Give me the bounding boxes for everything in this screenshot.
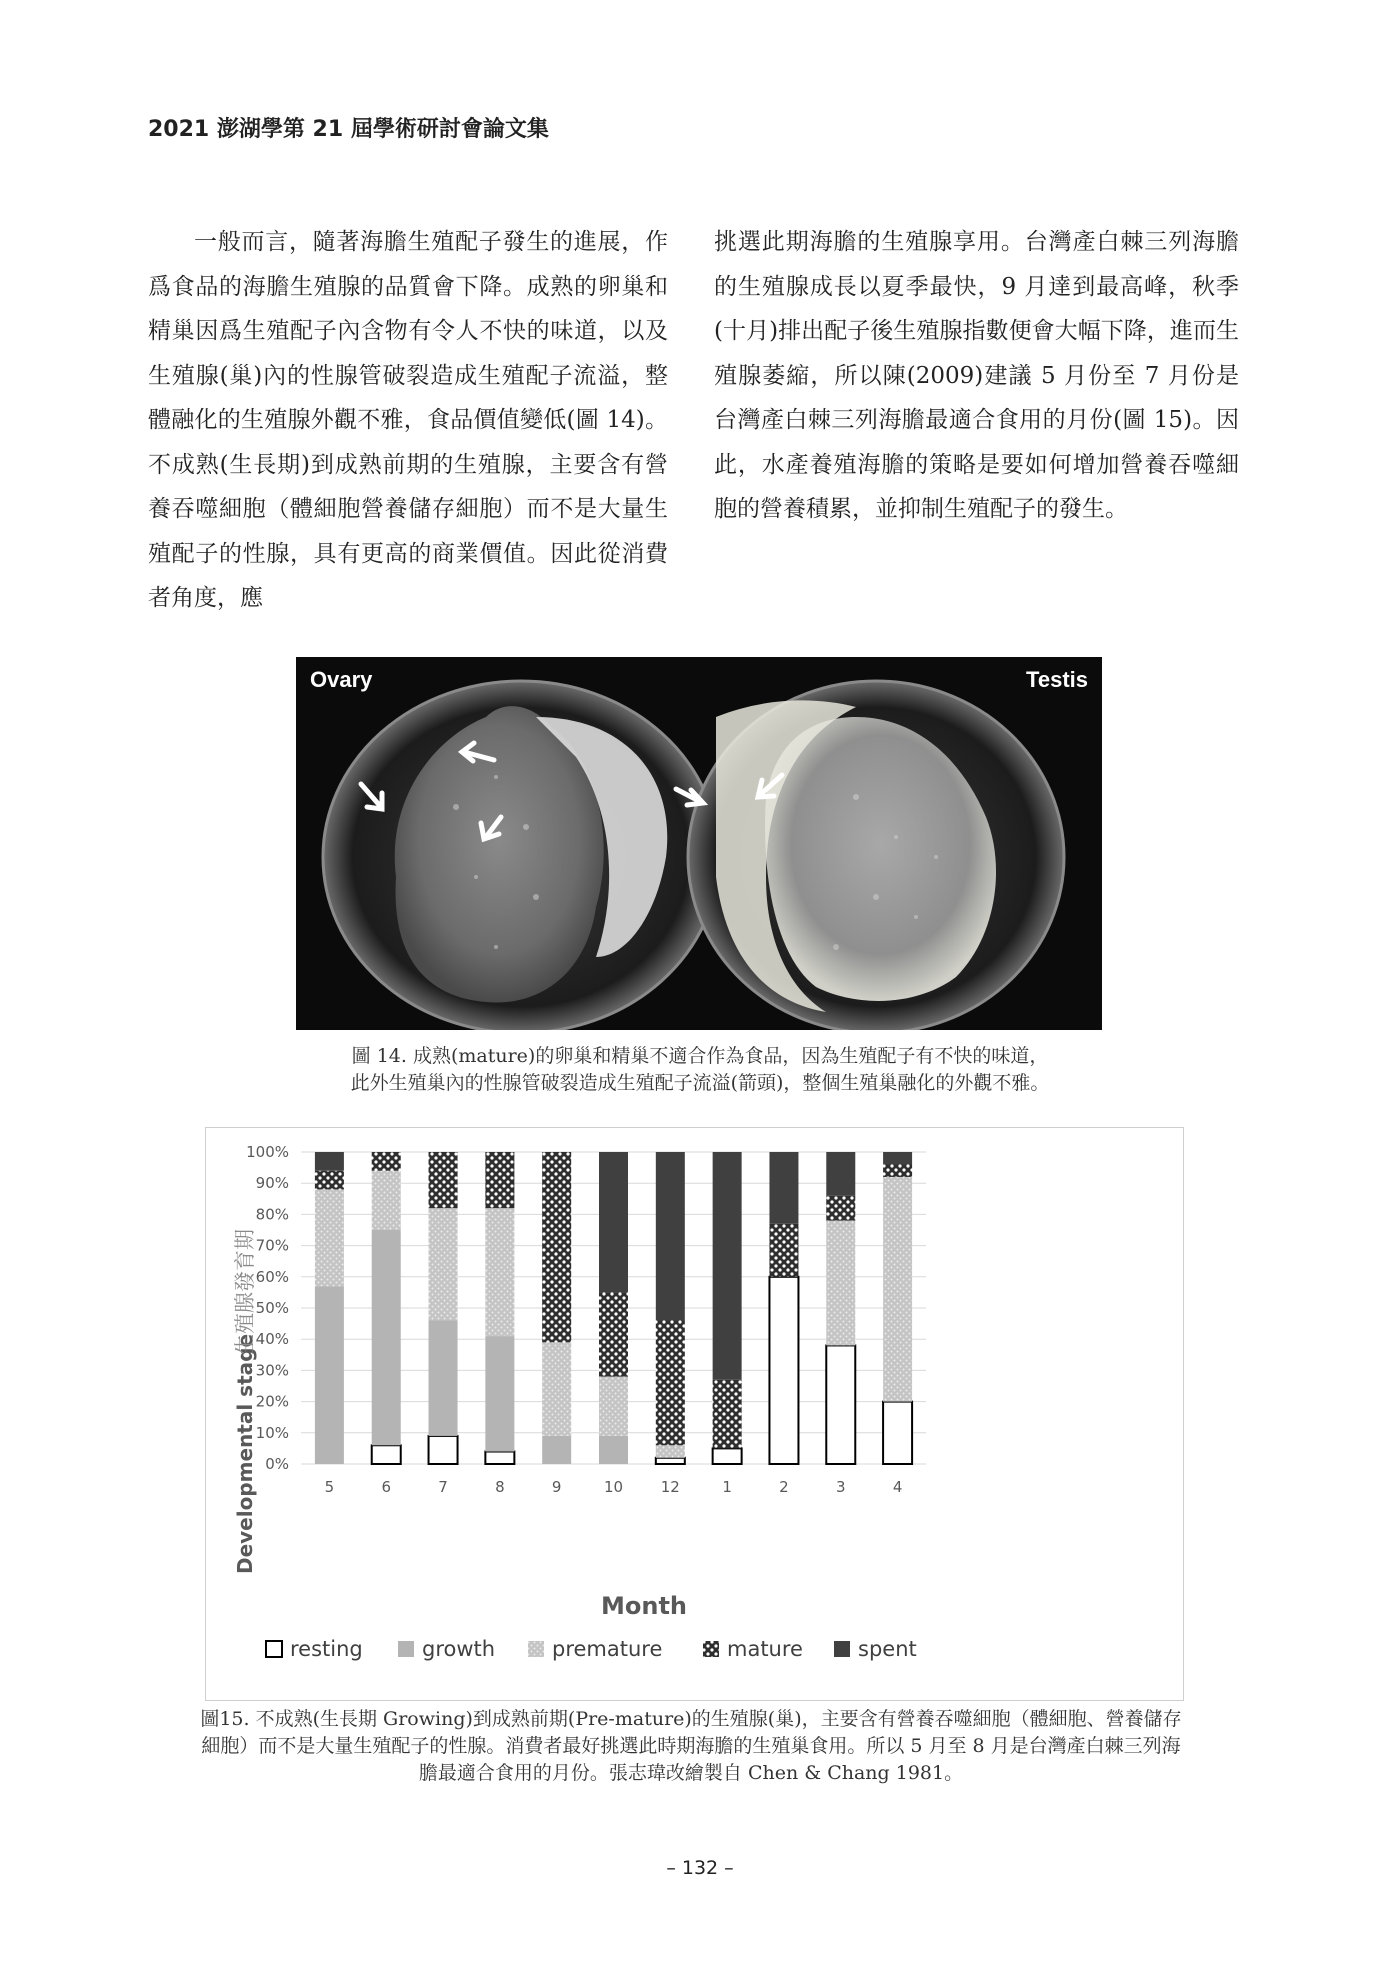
y-axis-title-zh: 生殖腺發育期 bbox=[233, 1229, 257, 1355]
figure-15-caption bbox=[146, 1706, 1236, 1787]
figure-14-photo bbox=[296, 657, 1102, 1030]
caption-15-line-3: 膽最適合食用的月份。張志瑋改繪製自 Chen & Chang 1981。 bbox=[418, 1762, 964, 1784]
bar-segment-premature-7 bbox=[429, 1208, 458, 1320]
bar-segment-growth-8 bbox=[485, 1336, 514, 1451]
legend-label-resting: resting bbox=[290, 1637, 363, 1661]
x-tick-label: 5 bbox=[324, 1478, 335, 1496]
page-number: – 132 – bbox=[666, 1857, 734, 1879]
y-axis-title-group bbox=[233, 1229, 257, 1574]
x-tick-label: 7 bbox=[438, 1478, 448, 1496]
x-tick-label: 6 bbox=[381, 1478, 392, 1496]
bar-segment-spent-3 bbox=[826, 1152, 855, 1196]
bar-segment-resting-12 bbox=[656, 1458, 685, 1464]
bar-segment-premature-5 bbox=[315, 1189, 344, 1286]
x-axis-title: Month bbox=[600, 1592, 688, 1620]
bar-segment-resting-7 bbox=[429, 1436, 458, 1464]
bar-segment-growth-5 bbox=[315, 1286, 344, 1464]
running-header: 2021 澎湖學第 21 屆學術研討會論文集 bbox=[148, 117, 549, 142]
y-tick-label: 80% bbox=[255, 1205, 289, 1224]
bar-segment-resting-2 bbox=[769, 1277, 798, 1464]
x-tick-label: 3 bbox=[835, 1478, 846, 1496]
bar-segment-growth-6 bbox=[372, 1230, 401, 1445]
bar-segment-spent-5 bbox=[315, 1152, 344, 1171]
gonad-photo-illustration bbox=[296, 657, 1102, 1030]
bar-segment-spent-2 bbox=[769, 1152, 798, 1224]
y-tick-label: 40% bbox=[255, 1330, 289, 1349]
figure-14-caption bbox=[200, 1043, 1200, 1097]
legend-label-growth: growth bbox=[422, 1637, 496, 1661]
legend-label-mature: mature bbox=[727, 1637, 803, 1661]
bar-segment-spent-12 bbox=[656, 1152, 685, 1320]
bar-segment-spent-10 bbox=[599, 1152, 628, 1292]
figure-15-chart bbox=[205, 1127, 1184, 1701]
caption-14-line-1: 圖 14. 成熟(mature)的卵巢和精巢不適合作為食品，因為生殖配子有不快的味道， bbox=[351, 1045, 1049, 1067]
bar-segment-growth-10 bbox=[599, 1436, 628, 1464]
bar-segment-mature-2 bbox=[769, 1224, 798, 1277]
x-tick-label: 9 bbox=[551, 1478, 562, 1496]
legend-swatch-premature bbox=[528, 1641, 544, 1657]
legend-swatch-growth bbox=[398, 1641, 414, 1657]
bar-segment-spent-1 bbox=[713, 1152, 742, 1380]
legend-swatch-spent bbox=[834, 1641, 850, 1657]
caption-15-line-2: 細胞）而不是大量生殖配子的性腺。消費者最好挑選此時期海膽的生殖巢食用。所以 5 月至 8 月是台灣產白棘三列海 bbox=[201, 1735, 1181, 1757]
bar-segment-premature-4 bbox=[883, 1177, 912, 1402]
body-column-left bbox=[148, 220, 668, 621]
bar-segment-premature-12 bbox=[656, 1445, 685, 1457]
y-tick-label: 30% bbox=[255, 1361, 289, 1380]
x-tick-label: 8 bbox=[495, 1478, 505, 1496]
stacked-bar-chart bbox=[206, 1128, 1183, 1700]
paragraph-left: 一般而言，隨著海膽生殖配子發生的進展，作爲食品的海膽生殖腺的品質會下降。成熟的卵巢和精巢因爲生殖配子內含物有令人不快的味道，以及生殖腺(巢)內的性腺管破裂造成生殖配子流溢，整體融化的生殖腺外觀不雅，食品價值變低(圖 14)。不成熟(生長期)到成熟前期的生殖腺，主要含有營養吞噬細胞（體細胞營養儲存細胞）而不是大量生殖配子的性腺，具有更高的商業價值。因此從消費者角度，應 bbox=[148, 229, 668, 611]
bar-segment-mature-6 bbox=[372, 1152, 401, 1171]
bar-segment-mature-4 bbox=[883, 1164, 912, 1176]
y-tick-label: 60% bbox=[255, 1267, 289, 1286]
x-tick-label: 2 bbox=[779, 1478, 789, 1496]
legend-swatch-mature bbox=[703, 1641, 719, 1657]
x-tick-label: 4 bbox=[892, 1478, 903, 1496]
y-axis-title: Developmental stage bbox=[233, 1333, 257, 1575]
legend-swatch-resting bbox=[266, 1641, 282, 1657]
bar-segment-mature-8 bbox=[485, 1152, 514, 1208]
bar-segment-resting-6 bbox=[372, 1445, 401, 1464]
caption-15-line-1: 圖15. 不成熟(生長期 Growing)到成熟前期(Pre-mature)的生殖腺(巢)，主要含有營養吞噬細胞（體細胞、營養儲存 bbox=[200, 1708, 1182, 1730]
y-tick-label: 90% bbox=[255, 1174, 289, 1193]
bar-segment-premature-3 bbox=[826, 1221, 855, 1346]
bar-segment-premature-6 bbox=[372, 1171, 401, 1230]
x-tick-label: 1 bbox=[722, 1478, 732, 1496]
x-tick-label: 12 bbox=[660, 1478, 680, 1496]
bar-segment-mature-12 bbox=[656, 1320, 685, 1445]
bar-segment-premature-9 bbox=[542, 1342, 571, 1436]
x-tick-labels bbox=[325, 1478, 903, 1496]
bar-segment-mature-3 bbox=[826, 1196, 855, 1221]
bar-segment-spent-4 bbox=[883, 1152, 912, 1164]
bar-segment-mature-1 bbox=[713, 1380, 742, 1449]
bar-segment-mature-5 bbox=[315, 1171, 344, 1190]
label-testis: Testis bbox=[1026, 667, 1088, 692]
bar-segment-resting-8 bbox=[485, 1452, 514, 1464]
bar-segment-resting-1 bbox=[713, 1448, 742, 1464]
bar-segment-growth-7 bbox=[429, 1320, 458, 1435]
legend-label-premature: premature bbox=[552, 1637, 663, 1661]
bar-segment-resting-3 bbox=[826, 1345, 855, 1464]
bar-segment-mature-10 bbox=[599, 1292, 628, 1376]
paragraph-right: 挑選此期海膽的生殖腺享用。台灣產白棘三列海膽的生殖腺成長以夏季最快，9 月達到最高峰，秋季(十月)排出配子後生殖腺指數便會大幅下降，進而生殖腺萎縮，所以陳(2009)建議 5 月份至 7 月份是台灣產白棘三列海膽最適合食用的月份(圖 15)。因此，水產養殖海膽的策略是要如何增加營養吞噬細胞的營養積累，並抑制生殖配子的發生。 bbox=[714, 229, 1239, 522]
label-ovary: Ovary bbox=[310, 667, 373, 692]
bar-segment-growth-9 bbox=[542, 1436, 571, 1464]
bar-segment-premature-8 bbox=[485, 1208, 514, 1336]
y-tick-label: 20% bbox=[255, 1392, 289, 1411]
y-tick-label: 70% bbox=[255, 1236, 289, 1255]
y-tick-label: 10% bbox=[255, 1423, 289, 1442]
caption-14-line-2: 此外生殖巢內的性腺管破裂造成生殖配子流溢(箭頭)，整個生殖巢融化的外觀不雅。 bbox=[350, 1072, 1050, 1094]
x-tick-label: 10 bbox=[603, 1478, 624, 1496]
legend bbox=[266, 1637, 917, 1661]
bar-segment-mature-9 bbox=[542, 1152, 571, 1342]
y-tick-label: 50% bbox=[255, 1299, 289, 1317]
bar-segment-mature-7 bbox=[429, 1152, 458, 1208]
bar-segment-premature-10 bbox=[599, 1377, 628, 1436]
y-tick-label: 0% bbox=[265, 1455, 289, 1473]
legend-label-spent: spent bbox=[858, 1637, 917, 1661]
body-column-right bbox=[714, 220, 1239, 532]
bar-segment-resting-4 bbox=[883, 1402, 912, 1464]
y-tick-label: 100% bbox=[246, 1143, 289, 1161]
